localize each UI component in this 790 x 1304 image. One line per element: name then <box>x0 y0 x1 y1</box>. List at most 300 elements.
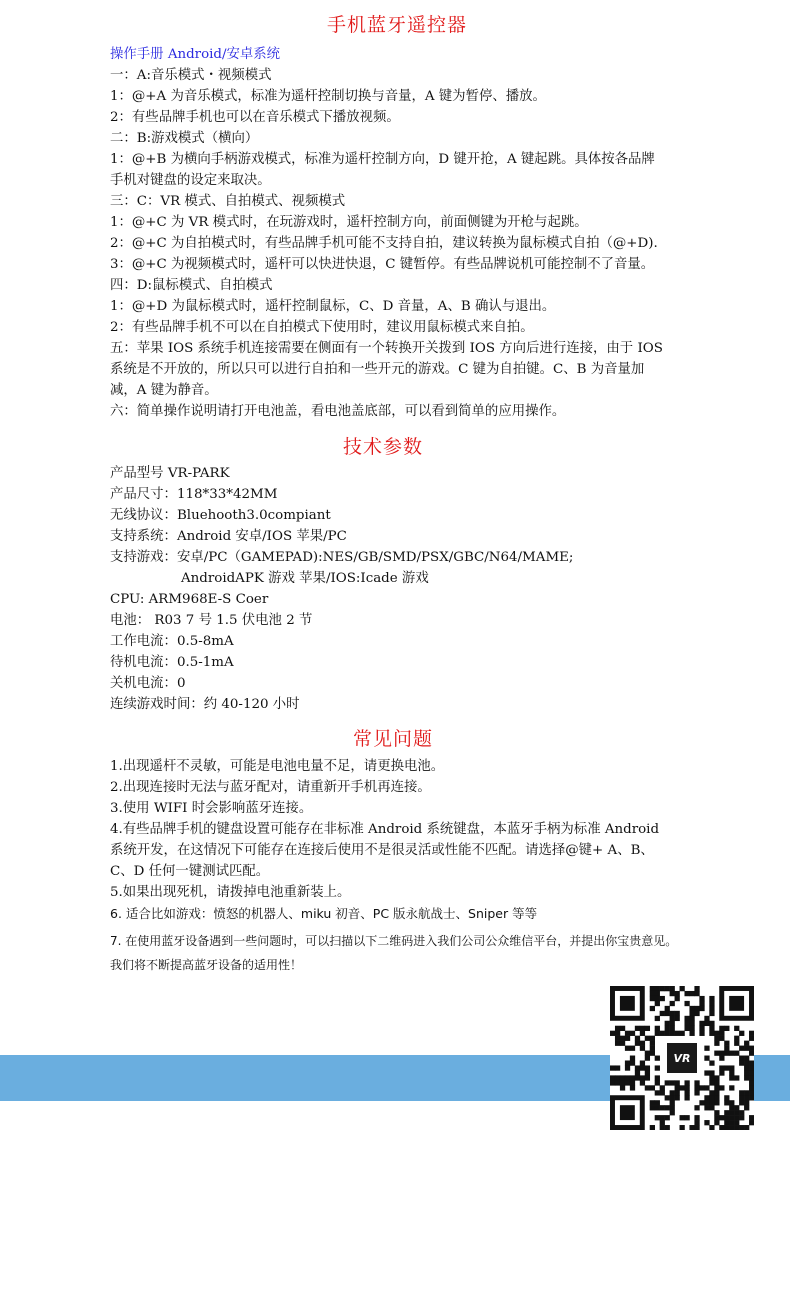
qr-module <box>724 1110 729 1115</box>
qr-module <box>729 1105 734 1110</box>
qr-module <box>670 991 675 996</box>
qr-module <box>645 1070 650 1075</box>
qr-module <box>670 1011 675 1016</box>
qr-module <box>709 1105 714 1110</box>
qr-module <box>689 1031 694 1036</box>
qr-module <box>625 1075 630 1080</box>
manual-line: 手机对键盘的设定来取决。 <box>110 173 271 188</box>
qr-module <box>640 1060 645 1065</box>
qr-module <box>749 1080 754 1085</box>
qr-module <box>714 1115 719 1120</box>
qr-module <box>620 1036 625 1041</box>
qr-module <box>694 1115 699 1120</box>
qr-module <box>749 1051 754 1056</box>
qr-module <box>739 1046 744 1051</box>
qr-module <box>714 1051 719 1056</box>
qr-module <box>635 1065 640 1070</box>
qr-module <box>714 1100 719 1105</box>
qr-module <box>645 1056 650 1061</box>
qr-module <box>670 1080 675 1085</box>
manual-line: 减，A 键为静音。 <box>110 383 218 398</box>
qr-module <box>719 1026 724 1031</box>
qr-module <box>680 1115 685 1120</box>
qr-module <box>719 1056 724 1061</box>
qr-module <box>694 986 699 991</box>
qr-module <box>729 1120 734 1125</box>
qr-module <box>739 1110 744 1115</box>
qr-module <box>655 1001 660 1006</box>
qr-module <box>684 991 689 996</box>
qr-module <box>739 1125 744 1130</box>
qr-module <box>729 1065 734 1070</box>
manual-line: 六：简单操作说明请打开电池盖，看电池盖底部，可以看到简单的应用操作。 <box>110 404 566 419</box>
qr-module <box>699 1085 704 1090</box>
qr-module <box>749 1060 754 1065</box>
qr-module <box>620 1026 625 1031</box>
qr-module <box>689 1011 694 1016</box>
faq-line: 2.出现连接时无法与蓝牙配对，请重新开手机再连接。 <box>110 780 431 795</box>
qr-module <box>655 1075 660 1080</box>
qr-module <box>675 1011 680 1016</box>
qr-module <box>744 1060 749 1065</box>
qr-module <box>734 1051 739 1056</box>
spec-row: 工作电流：0.5-8mA <box>110 634 234 649</box>
qr-module <box>694 1080 699 1085</box>
qr-module <box>709 1095 714 1100</box>
qr-module <box>630 1046 635 1051</box>
qr-module <box>734 1120 739 1125</box>
qr-module <box>724 1095 729 1100</box>
qr-module <box>714 1080 719 1085</box>
qr-module <box>704 1120 709 1125</box>
qr-module <box>635 1075 640 1080</box>
qr-module <box>655 1090 660 1095</box>
qr-module <box>739 1056 744 1061</box>
qr-module <box>694 1120 699 1125</box>
qr-module <box>655 1105 660 1110</box>
qr-module <box>670 1095 675 1100</box>
qr-module <box>630 1031 635 1036</box>
qr-module <box>709 1090 714 1095</box>
faq-heading: 常见问题 <box>353 728 434 750</box>
qr-module <box>655 1080 660 1085</box>
qr-module <box>704 1105 709 1110</box>
qr-module <box>665 1011 670 1016</box>
qr-module <box>709 1075 714 1080</box>
qr-module <box>719 1065 724 1070</box>
qr-module <box>709 1070 714 1075</box>
qr-module <box>724 1046 729 1051</box>
qr-module <box>699 1100 704 1105</box>
qr-module <box>680 1125 685 1130</box>
spec-row: 支持游戏：安卓/PC（GAMEPAD):NES/GB/SMD/PSX/GBC/N64/MAME; <box>110 550 574 565</box>
qr-module <box>660 996 665 1001</box>
qr-module <box>704 1046 709 1051</box>
qr-module <box>719 1115 724 1120</box>
manual-line: 2：有些品牌手机也可以在音乐模式下播放视频。 <box>110 110 400 125</box>
qr-module <box>709 996 714 1001</box>
qr-module <box>615 1026 620 1031</box>
qr-module <box>610 1080 615 1085</box>
qr-module <box>640 1031 645 1036</box>
qr-module <box>675 991 680 996</box>
qr-module <box>675 1095 680 1100</box>
qr-module <box>670 1001 675 1006</box>
faq-line: 我们将不断提高蓝牙设备的适用性！ <box>110 958 303 972</box>
qr-module <box>724 1100 729 1105</box>
qr-module <box>645 1065 650 1070</box>
qr-module <box>714 1120 719 1125</box>
qr-module <box>655 991 660 996</box>
qr-module <box>655 1056 660 1061</box>
qr-module <box>699 1001 704 1006</box>
spec-row: CPU: ARM968E-S Coer <box>110 592 269 607</box>
qr-module <box>719 1125 724 1130</box>
qr-module <box>650 1006 655 1011</box>
qr-module <box>744 1105 749 1110</box>
qr-module <box>660 1011 665 1016</box>
qr-module <box>724 1125 729 1130</box>
qr-module <box>724 1065 729 1070</box>
qr-module <box>615 1041 620 1046</box>
qr-module <box>615 1036 620 1041</box>
qr-module <box>684 1090 689 1095</box>
qr-module <box>665 1125 670 1130</box>
qr-module <box>660 1090 665 1095</box>
qr-module <box>635 1026 640 1031</box>
qr-module <box>620 1075 625 1080</box>
faq-line: 系统开发，在这情况下可能存在连接后使用不是很灵活或性能不匹配。请选择@键+ A、B、 <box>110 843 654 858</box>
qr-module <box>709 1021 714 1026</box>
qr-module <box>625 1046 630 1051</box>
qr-module <box>615 1080 620 1085</box>
qr-module <box>630 1080 635 1085</box>
qr-module <box>670 1090 675 1095</box>
qr-module <box>714 1041 719 1046</box>
qr-module <box>620 1041 625 1046</box>
qr-module <box>709 1031 714 1036</box>
qr-module <box>640 1075 645 1080</box>
qr-module <box>719 1031 724 1036</box>
qr-module <box>704 1095 709 1100</box>
qr-module <box>675 996 680 1001</box>
qr-module <box>724 1026 729 1031</box>
qr-module <box>709 1060 714 1065</box>
qr-module <box>714 1031 719 1036</box>
qr-module <box>665 1026 670 1031</box>
qr-module <box>684 1016 689 1021</box>
qr-module <box>655 1026 660 1031</box>
qr-module <box>625 1080 630 1085</box>
qr-module <box>714 1085 719 1090</box>
qr-module <box>734 1110 739 1115</box>
qr-module <box>675 1085 680 1090</box>
qr-module <box>724 1041 729 1046</box>
qr-module <box>625 1065 630 1070</box>
qr-module <box>729 1070 734 1075</box>
spec-row: 产品尺寸：118*33*42MM <box>110 487 278 502</box>
qr-module <box>680 1031 685 1036</box>
qr-module <box>660 1105 665 1110</box>
qr-finder <box>620 996 635 1011</box>
qr-module <box>684 1080 689 1085</box>
faq-line: C、D 任何一键测试匹配。 <box>110 864 270 879</box>
qr-module <box>689 1021 694 1026</box>
manual-line: 五：苹果 IOS 系统手机连接需要在侧面有一个转换开关拨到 IOS 方向后进行连接，由于 IOS <box>110 341 663 356</box>
spec-row: 连续游戏时间：约 40-120 小时 <box>110 697 300 712</box>
qr-module <box>719 1051 724 1056</box>
qr-module <box>650 991 655 996</box>
qr-module <box>749 1075 754 1080</box>
qr-module <box>744 1056 749 1061</box>
qr-module <box>694 1125 699 1130</box>
qr-module <box>714 1036 719 1041</box>
qr-module <box>699 1026 704 1031</box>
qr-module <box>734 1105 739 1110</box>
qr-module <box>635 1070 640 1075</box>
qr-module <box>734 1075 739 1080</box>
qr-module <box>694 1105 699 1110</box>
qr-module <box>709 1080 714 1085</box>
qr-module <box>734 1026 739 1031</box>
qr-module <box>704 1085 709 1090</box>
qr-module <box>650 1051 655 1056</box>
qr-module <box>714 1110 719 1115</box>
qr-module <box>640 1080 645 1085</box>
qr-module <box>714 1075 719 1080</box>
qr-module <box>709 1006 714 1011</box>
spec-row: 电池： R03 7 号 1.5 伏电池 2 节 <box>110 613 313 628</box>
qr-module <box>694 1006 699 1011</box>
qr-module <box>714 1095 719 1100</box>
qr-module <box>665 1095 670 1100</box>
qr-logo-text: VR <box>673 1052 691 1065</box>
qr-module <box>640 1065 645 1070</box>
qr-module <box>650 1125 655 1130</box>
qr-module <box>655 1065 660 1070</box>
qr-module <box>719 1070 724 1075</box>
qr-module <box>635 1041 640 1046</box>
qr-module <box>670 986 675 991</box>
qr-module <box>620 1085 625 1090</box>
qr-module <box>734 1041 739 1046</box>
qr-module <box>709 1011 714 1016</box>
qr-module <box>729 1085 734 1090</box>
qr-module <box>709 1100 714 1105</box>
qr-module <box>645 1085 650 1090</box>
qr-module <box>650 1036 655 1041</box>
qr-module <box>744 1041 749 1046</box>
spec-row: 待机电流：0.5-1mA <box>110 655 234 670</box>
qr-module <box>744 1100 749 1105</box>
qr-module <box>665 1080 670 1085</box>
qr-module <box>729 1125 734 1130</box>
qr-module <box>670 1105 675 1110</box>
qr-module <box>704 1016 709 1021</box>
qr-module <box>625 1036 630 1041</box>
qr-module <box>704 1070 709 1075</box>
qr-module <box>749 1120 754 1125</box>
qr-module <box>704 1100 709 1105</box>
qr-module <box>744 1090 749 1095</box>
faq-line: 7. 在使用蓝牙设备遇到一些问题时，可以扫描以下二维码进入我们公司公众维信平台，并提出你宝贵意见。 <box>110 934 678 948</box>
qr-module <box>739 1095 744 1100</box>
qr-module <box>684 1001 689 1006</box>
qr-module <box>655 1100 660 1105</box>
qr-module <box>734 1115 739 1120</box>
qr-finder <box>620 1105 635 1120</box>
qr-module <box>744 1065 749 1070</box>
qr-module <box>699 996 704 1001</box>
qr-module <box>630 1075 635 1080</box>
spec-row: AndroidAPK 游戏 苹果/IOS:Icade 游戏 <box>181 571 429 586</box>
qr-module <box>684 1026 689 1031</box>
qr-module <box>689 1006 694 1011</box>
qr-module <box>630 1060 635 1065</box>
qr-module <box>655 1115 660 1120</box>
qr-module <box>709 1125 714 1130</box>
qr-module <box>744 1125 749 1130</box>
qr-module <box>689 1125 694 1130</box>
qr-module <box>709 1026 714 1031</box>
qr-module <box>709 1001 714 1006</box>
qr-module <box>620 1080 625 1085</box>
page-title: 手机蓝牙遥控器 <box>327 14 468 36</box>
qr-module <box>665 1115 670 1120</box>
spec-row: 无线协议：Bluehooth3.0compiant <box>110 508 331 523</box>
qr-module <box>734 1036 739 1041</box>
qr-module <box>729 1115 734 1120</box>
qr-module <box>749 1090 754 1095</box>
qr-module <box>729 1051 734 1056</box>
qr-module <box>650 1041 655 1046</box>
qr-module <box>675 1090 680 1095</box>
qr-module <box>650 1085 655 1090</box>
qr-module <box>749 1085 754 1090</box>
qr-module <box>744 1046 749 1051</box>
qr-module <box>729 1100 734 1105</box>
qr-module <box>665 1031 670 1036</box>
qr-module <box>645 1026 650 1031</box>
qr-module <box>660 1120 665 1125</box>
specs-heading: 技术参数 <box>343 436 424 458</box>
manual-line: 一：A:音乐模式・视频模式 <box>110 68 272 83</box>
qr-module <box>749 1095 754 1100</box>
manual-line: 1：@+C 为 VR 模式时，在玩游戏时，遥杆控制方向，前面侧键为开枪与起跳。 <box>110 215 588 230</box>
qr-module <box>670 1016 675 1021</box>
qr-module <box>665 1105 670 1110</box>
qr-module <box>660 1031 665 1036</box>
faq-line: 6. 适合比如游戏：愤怒的机器人、miku 初音、PC 版永航战士、Sniper 等等 <box>110 906 538 921</box>
qr-module <box>625 1060 630 1065</box>
qr-module <box>660 1085 665 1090</box>
qr-module <box>739 1115 744 1120</box>
qr-module <box>655 1031 660 1036</box>
qr-module <box>635 1036 640 1041</box>
qr-module <box>749 1046 754 1051</box>
qr-module <box>744 1095 749 1100</box>
qr-module <box>630 1056 635 1061</box>
manual-line: 1：@+D 为鼠标模式时，遥杆控制鼠标，C、D 音量，A、B 确认与退出。 <box>110 299 556 314</box>
qr-module <box>680 1085 685 1090</box>
qr-code <box>610 986 754 1130</box>
qr-module <box>749 1031 754 1036</box>
qr-module <box>749 1036 754 1041</box>
qr-module <box>739 1031 744 1036</box>
qr-module <box>610 1031 615 1036</box>
qr-module <box>739 1100 744 1105</box>
qr-module <box>689 1026 694 1031</box>
qr-module <box>670 1021 675 1026</box>
qr-module <box>684 1085 689 1090</box>
qr-module <box>645 1036 650 1041</box>
manual-subtitle: 操作手册 Android/安卓系统 <box>110 47 281 62</box>
qr-module <box>749 1115 754 1120</box>
qr-module <box>739 1090 744 1095</box>
qr-module <box>615 1075 620 1080</box>
qr-module <box>670 1100 675 1105</box>
faq-line: 1.出现遥杆不灵敏，可能是电池电量不足，请更换电池。 <box>110 759 445 774</box>
qr-module <box>640 1026 645 1031</box>
spec-row: 支持系统：Android 安卓/IOS 苹果/PC <box>110 529 347 544</box>
qr-module <box>684 1095 689 1100</box>
qr-module <box>625 1031 630 1036</box>
manual-line: 2：@+C 为自拍模式时，有些品牌手机可能不支持自拍，建议转换为鼠标模式自拍（@+D). <box>110 236 658 251</box>
qr-module <box>670 1026 675 1031</box>
faq-line: 4.有些品牌手机的键盘设置可能存在非标准 Android 系统键盘，本蓝牙手柄为标准 Android <box>110 822 660 837</box>
qr-module <box>655 1016 660 1021</box>
qr-module <box>684 1115 689 1120</box>
qr-module <box>714 1090 719 1095</box>
qr-module <box>724 1120 729 1125</box>
qr-module <box>650 986 655 991</box>
qr-module <box>615 1065 620 1070</box>
qr-module <box>694 1085 699 1090</box>
qr-module <box>610 1075 615 1080</box>
qr-module <box>650 1046 655 1051</box>
qr-module <box>660 1115 665 1120</box>
qr-module <box>650 1100 655 1105</box>
manual-line: 二：B:游戏模式（横向） <box>110 131 259 146</box>
qr-module <box>729 1110 734 1115</box>
qr-module <box>694 1090 699 1095</box>
qr-module <box>665 1006 670 1011</box>
qr-module <box>610 1065 615 1070</box>
qr-module <box>670 1031 675 1036</box>
manual-line: 1：@+B 为横向手柄游戏模式，标准为遥杆控制方向，D 键开抢，A 键起跳。具体按各品牌 <box>110 152 655 167</box>
qr-module <box>660 986 665 991</box>
qr-module <box>675 1016 680 1021</box>
qr-module <box>640 1041 645 1046</box>
qr-module <box>689 991 694 996</box>
faq-line: 3.使用 WIFI 时会影响蓝牙连接。 <box>110 801 313 816</box>
qr-module <box>689 1016 694 1021</box>
qr-module <box>694 991 699 996</box>
manual-line: 3：@+C 为视频模式时，遥杆可以快进快退，C 键暂停。有些品牌说机可能控制不了音量。 <box>110 257 655 272</box>
qr-module <box>729 1075 734 1080</box>
manual-line: 1：@+A 为音乐模式，标准为遥杆控制切换与音量，A 键为暂停、播放。 <box>110 89 546 104</box>
qr-module <box>615 1031 620 1036</box>
qr-module <box>670 1110 675 1115</box>
qr-module <box>645 1075 650 1080</box>
qr-module <box>724 1051 729 1056</box>
spec-row: 产品型号 VR-PARK <box>110 466 230 481</box>
qr-module <box>699 1031 704 1036</box>
faq-line: 5.如果出现死机，请拨掉电池重新装上。 <box>110 885 351 900</box>
qr-module <box>645 1051 650 1056</box>
manual-line: 2：有些品牌手机不可以在自拍模式下使用时，建议用鼠标模式来自拍。 <box>110 320 534 335</box>
qr-module <box>655 986 660 991</box>
